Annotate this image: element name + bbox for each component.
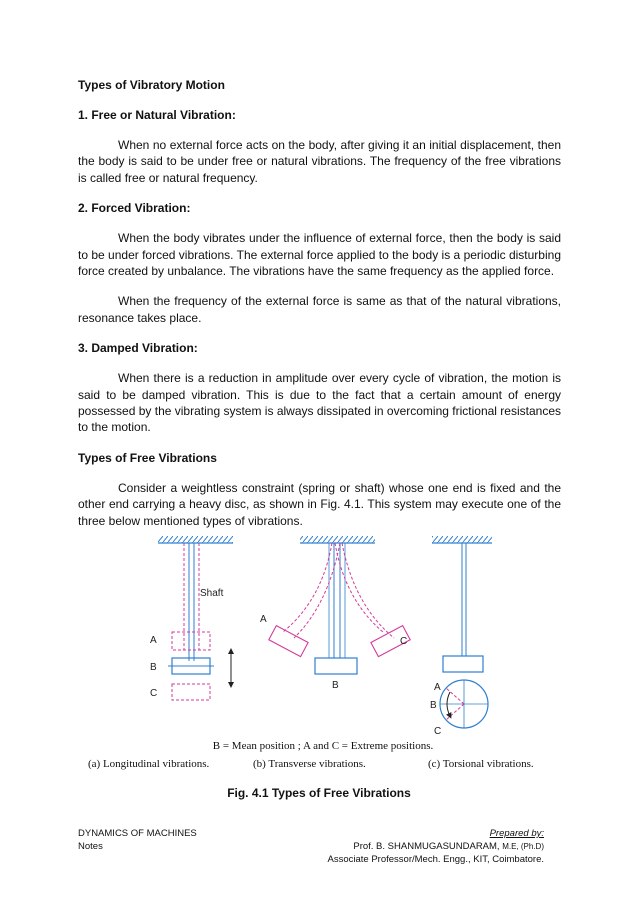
label-c-transverse: C <box>400 636 408 647</box>
paragraph-damped: When there is a reduction in amplitude over every cycle of vibration, the motion is said to be damped vibration. This is due to the fact that a certain amount of energy possessed by the vibrating system is always dissipated in overcoming frictional resistances to the motion. <box>78 371 561 435</box>
section-title-free: 1. Free or Natural Vibration: <box>78 108 236 122</box>
footer-author: Prof. B. SHANMUGASUNDARAM, <box>353 841 500 852</box>
label-a-torsional: A <box>434 682 441 693</box>
section-title-free-types: Types of Free Vibrations <box>78 450 217 465</box>
text-body <box>78 77 561 529</box>
paragraph-forced: When the body vibrates under the influence of external force, then the body is said to be under forced vibrations. The external force applied to the body is a periodic disturbing force created by unbalance. The vibrations have the same frequency as the applied force. <box>78 231 561 279</box>
transverse-diagram <box>260 536 410 691</box>
footer-left <box>78 827 197 853</box>
footer-right <box>328 827 544 866</box>
label-c-longitudinal: C <box>150 688 158 699</box>
figure-types-of-free-vibrations <box>78 530 568 775</box>
paragraph-resonance: When the frequency of the external force is same as that of the natural vibrations, resonance takes place. <box>78 294 561 325</box>
footer-degree: M.E, (Ph.D) <box>502 842 544 851</box>
subcaption-longitudinal: (a) Longitudinal vibrations. <box>88 758 210 770</box>
subcaption-torsional: (c) Torsional vibrations. <box>428 758 534 770</box>
paragraph-free-types: Consider a weightless constraint (spring or shaft) whose one end is fixed and the other end carrying a heavy disc, as shown in Fig. 4.1. This system may execute one of the three below mentioned types of vibrations. <box>78 480 561 528</box>
footer-affiliation: Associate Professor/Mech. Engg., KIT, Coimbatore. <box>327 854 544 865</box>
shaft-label: Shaft <box>200 588 224 599</box>
label-a-longitudinal: A <box>150 635 157 646</box>
page-heading: Types of Vibratory Motion <box>78 78 225 92</box>
figure-caption: Fig. 4.1 Types of Free Vibrations <box>227 786 411 800</box>
torsional-diagram <box>430 536 492 737</box>
label-c-torsional: C <box>434 726 442 737</box>
footer-author-line <box>328 840 544 853</box>
paragraph-free: When no external force acts on the body, after giving it an initial displacement, then the body is said to be under free or natural vibrations. The frequency of the free vibrations is called free or natural frequency. <box>78 138 561 185</box>
footer-notes: Notes <box>78 841 103 852</box>
longitudinal-diagram <box>150 536 233 700</box>
section-title-forced: 2. Forced Vibration: <box>78 201 191 216</box>
figure-legend: B = Mean position ; A and C = Extreme positions. <box>212 740 434 752</box>
label-b-torsional: B <box>430 700 437 711</box>
footer-prepared-by: Prepared by: <box>489 828 544 839</box>
subcaption-transverse: (b) Transverse vibrations. <box>253 758 366 770</box>
footer-course: DYNAMICS OF MACHINES <box>78 828 197 839</box>
label-b-longitudinal: B <box>150 662 157 673</box>
section-title-damped: 3. Damped Vibration: <box>78 341 198 356</box>
label-b-transverse: B <box>332 680 339 691</box>
label-a-transverse: A <box>260 614 267 625</box>
